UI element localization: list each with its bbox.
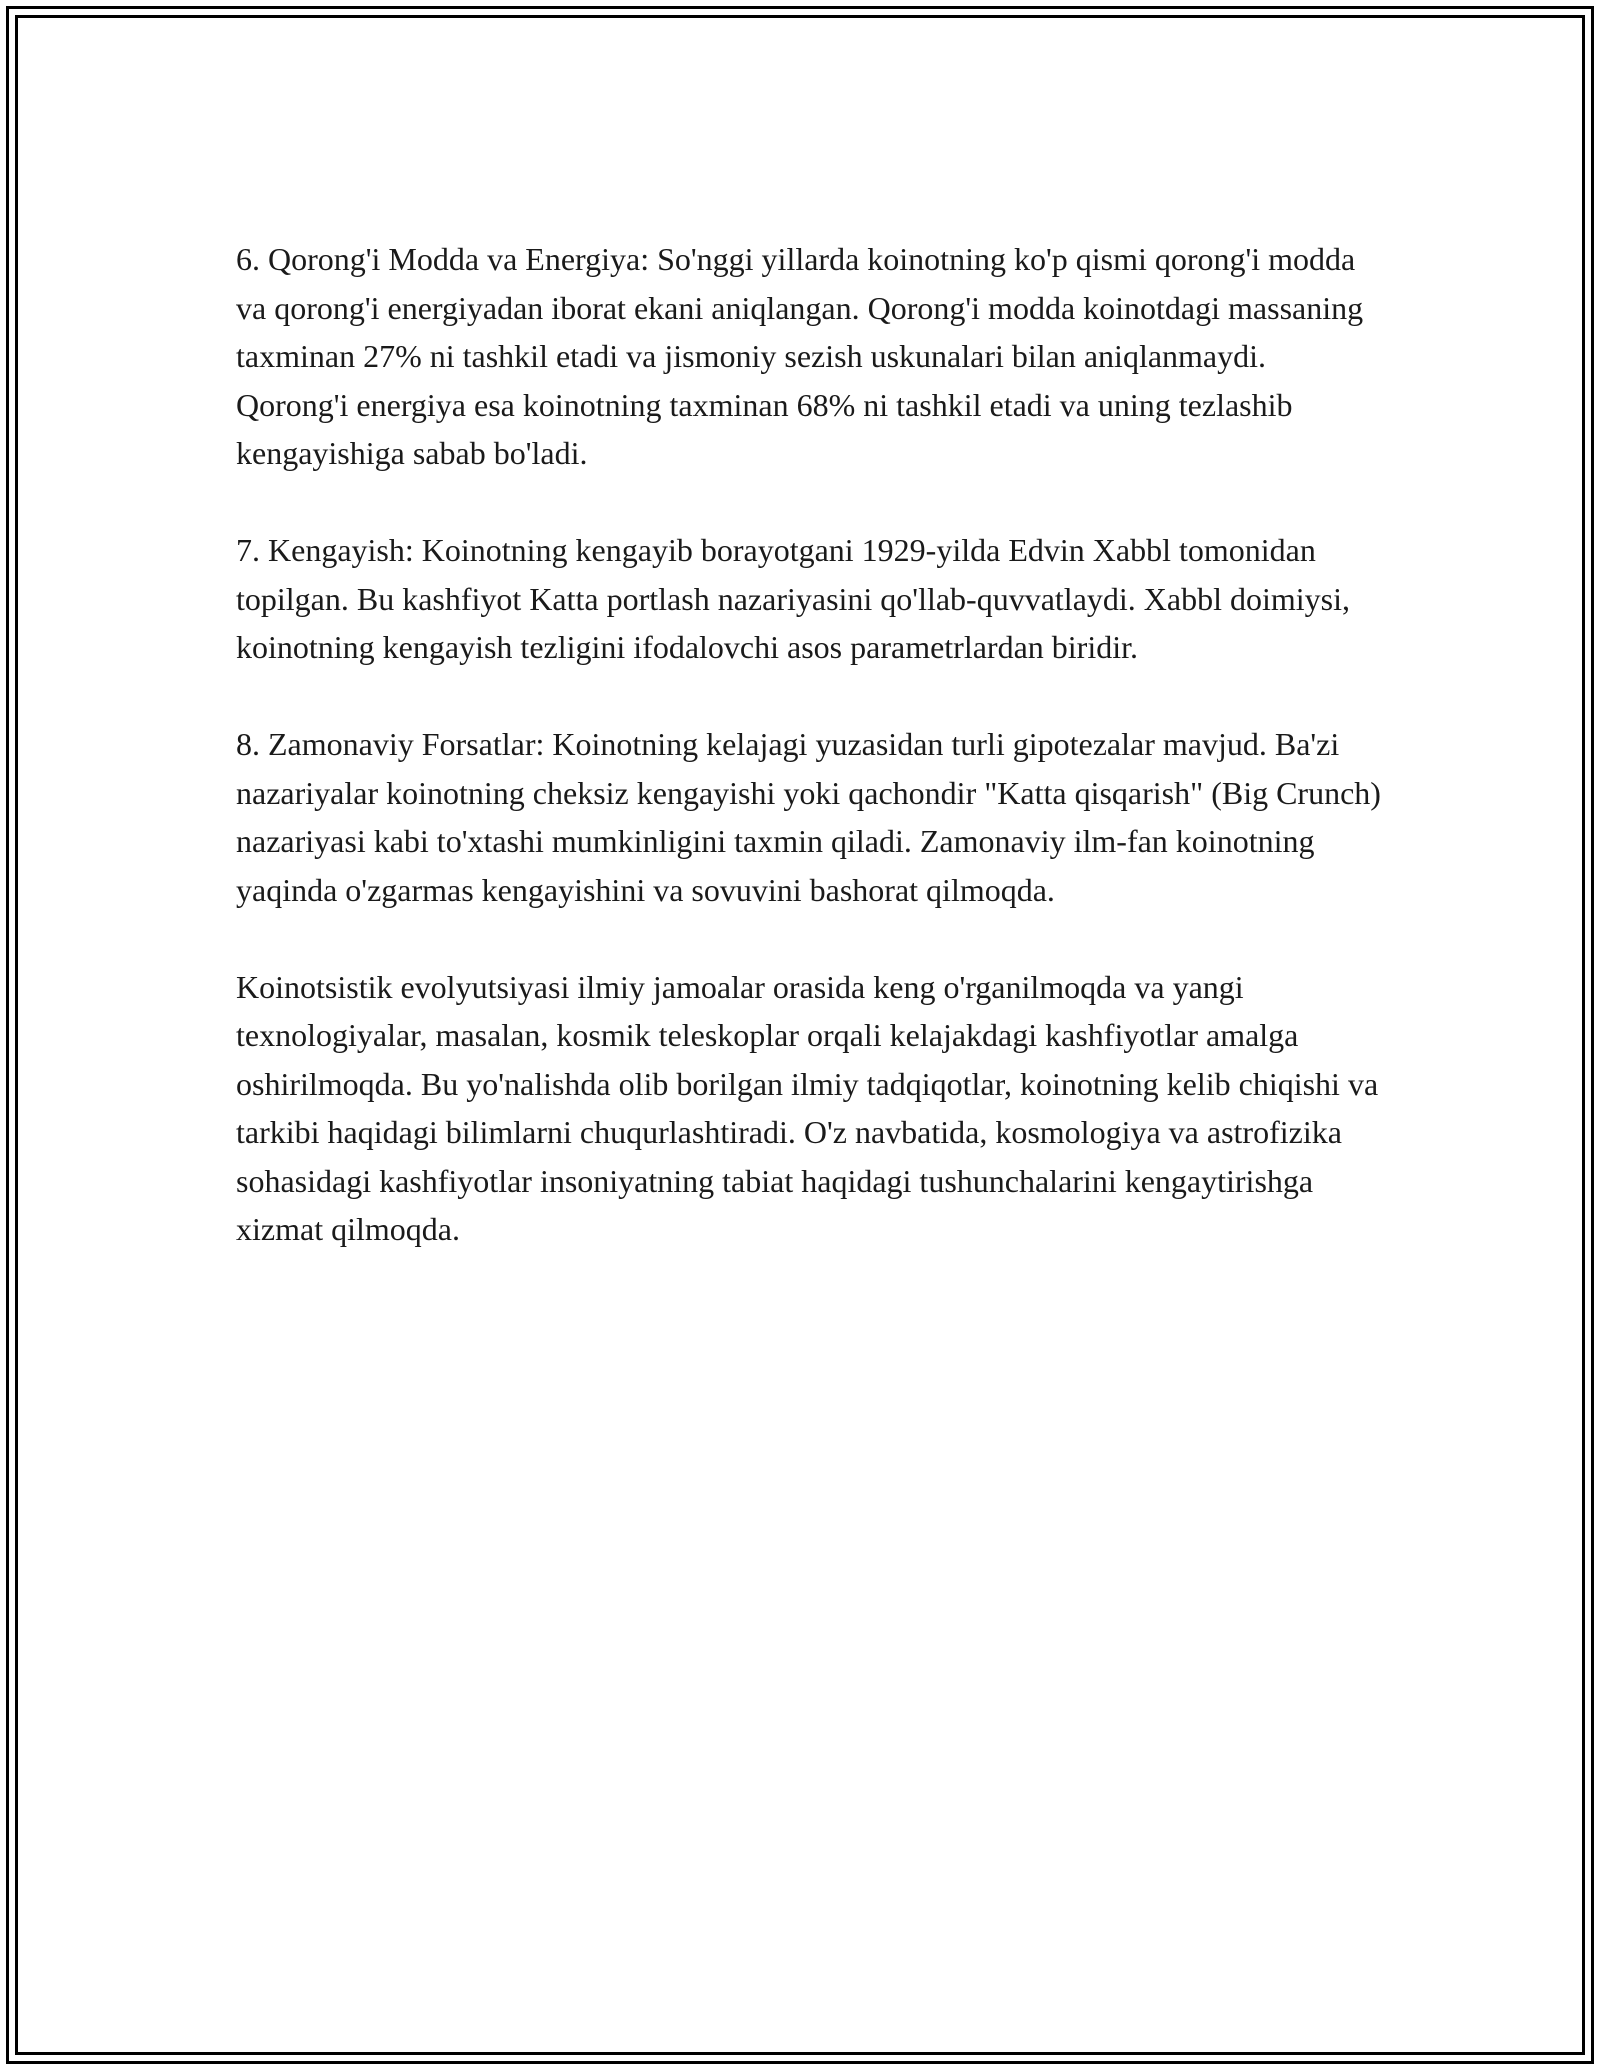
- document-body: [236, 235, 1386, 1302]
- paragraph-conclusion: Koinotsistik evolyutsiyasi ilmiy jamoalar orasida keng o'rganilmoqda va yangi texnologiyalar, masalan, kosmik teleskoplar orqali kelajakdagi kashfiyotlar amalga oshirilmoqda. Bu yo'nalishda olib borilgan ilmiy tadqiqotlar, koinotning kelib chiqishi va tarkibi haqidagi bilimlarni chuqurlashtiradi. O'z navbatida, kosmologiya va astrofizika sohasidagi kashfiyotlar insoniyatning tabiat haqidagi tushunchalarini kengaytirishga xizmat qilmoqda.: [236, 968, 1379, 1247]
- paragraph-expansion: 7. Kengayish: Koinotning kengayib borayotgani 1929-yilda Edvin Xabbl tomonidan topilgan. Bu kashfiyot Katta portlash nazariyasini qo'llab-quvvatlaydi. Xabbl doimiysi, koinotning kengayish tezligini ifodalovchi asos parametrlardan biridir.: [236, 532, 1350, 665]
- paragraph-dark-matter: 6. Qorong'i Modda va Energiya: So'nggi yillarda koinotning ko'p qismi qorong'i modda va qorong'i energiyadan iborat ekani aniqlangan. Qorong'i modda koinotdagi massaning taxminan 27% ni tashkil etadi va jismoniy sezish uskunalari bilan aniqlanmaydi. Qorong'i energiya esa koinotning taxminan 68% ni tashkil etadi va uning tezlashib kengayishiga sabab bo'ladi.: [236, 241, 1364, 471]
- paragraph-future-scenarios: 8. Zamonaviy Forsatlar: Koinotning kelajagi yuzasidan turli gipotezalar mavjud. Ba'zi nazariyalar koinotning cheksiz kengayishi yoki qachondir "Katta qisqarish" (Big Crunch) nazariyasi kabi to'xtashi mumkinligini taxmin qiladi. Zamonaviy ilm-fan koinotning yaqinda o'zgarmas kengayishini va sovuvini bashorat qilmoqda.: [236, 726, 1381, 908]
